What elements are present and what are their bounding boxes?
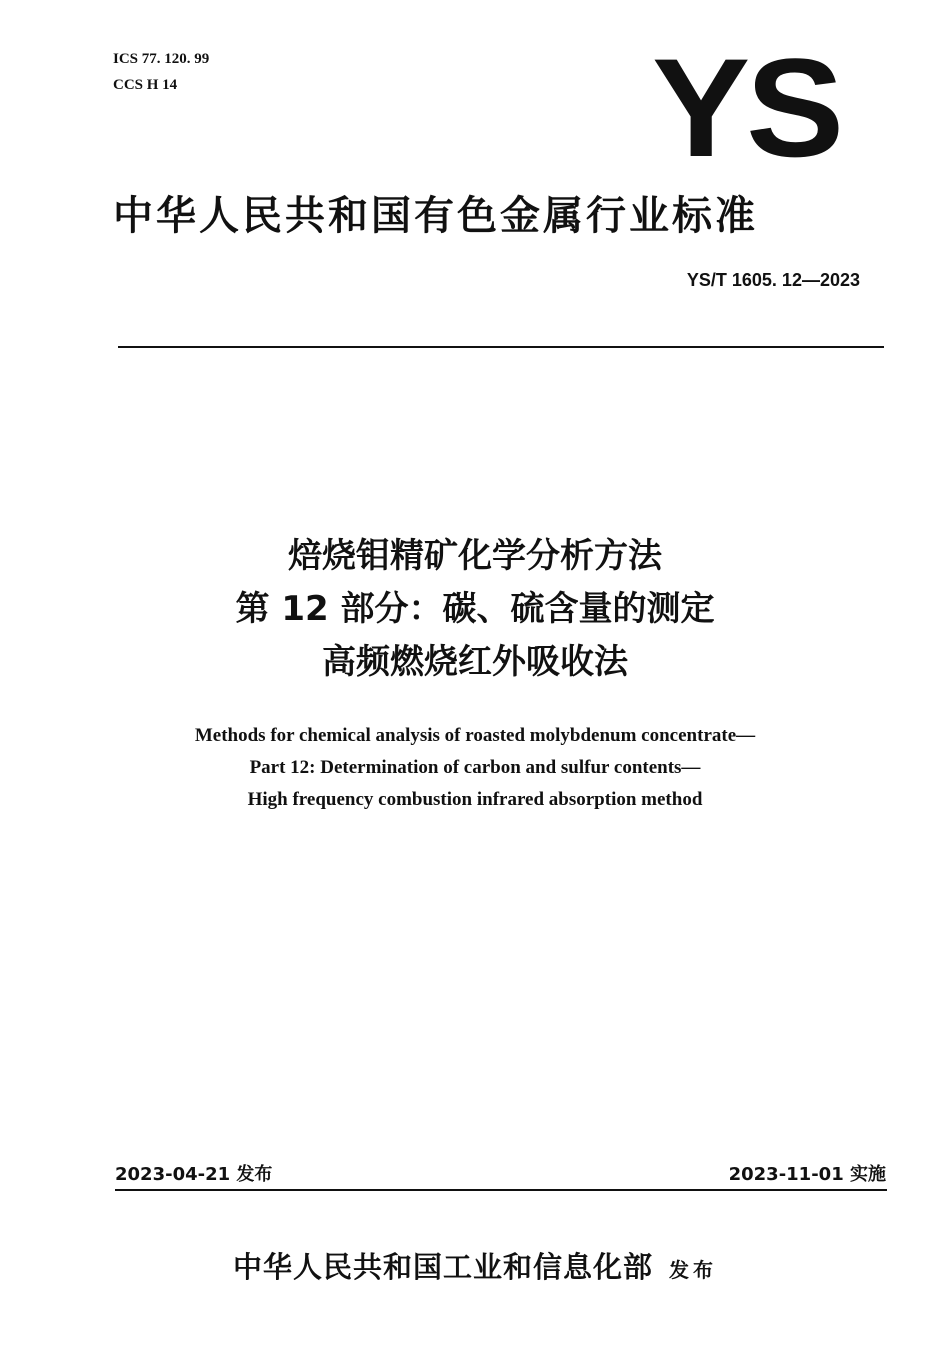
issue-date: 2023-04-21 发布	[115, 1164, 273, 1185]
publisher-suffix: 发布	[669, 1258, 717, 1282]
industry-standard-title: 中华人民共和国有色金属行业标准	[113, 193, 758, 239]
implementation-date: 2023-11-01 实施	[728, 1164, 886, 1185]
header-divider	[118, 346, 884, 348]
footer-divider	[115, 1189, 887, 1191]
english-title	[0, 720, 950, 816]
publisher	[0, 1245, 950, 1286]
ys-logo-text: YS	[652, 40, 840, 170]
ccs-code: CCS H 14	[113, 77, 178, 93]
chinese-title-line-3: 高频燃烧红外吸收法	[322, 642, 628, 682]
english-title-line-2: Part 12: Determination of carbon and sulfur contents—	[249, 757, 701, 778]
classification-codes	[113, 46, 209, 98]
ys-logo	[650, 40, 842, 170]
english-title-line-3: High frequency combustion infrared absorption method	[247, 789, 703, 810]
chinese-title	[0, 530, 950, 689]
publisher-name: 中华人民共和国工业和信息化部	[232, 1250, 653, 1284]
english-title-line-1: Methods for chemical analysis of roasted molybdenum concentrate—	[194, 725, 756, 746]
standard-number: YS/T 1605. 12—2023	[686, 270, 860, 290]
ics-code: ICS 77. 120. 99	[113, 51, 210, 67]
chinese-title-line-2: 第 12 部分：碳、硫含量的测定	[235, 589, 715, 629]
chinese-title-line-1: 焙烧钼精矿化学分析方法	[288, 536, 662, 576]
